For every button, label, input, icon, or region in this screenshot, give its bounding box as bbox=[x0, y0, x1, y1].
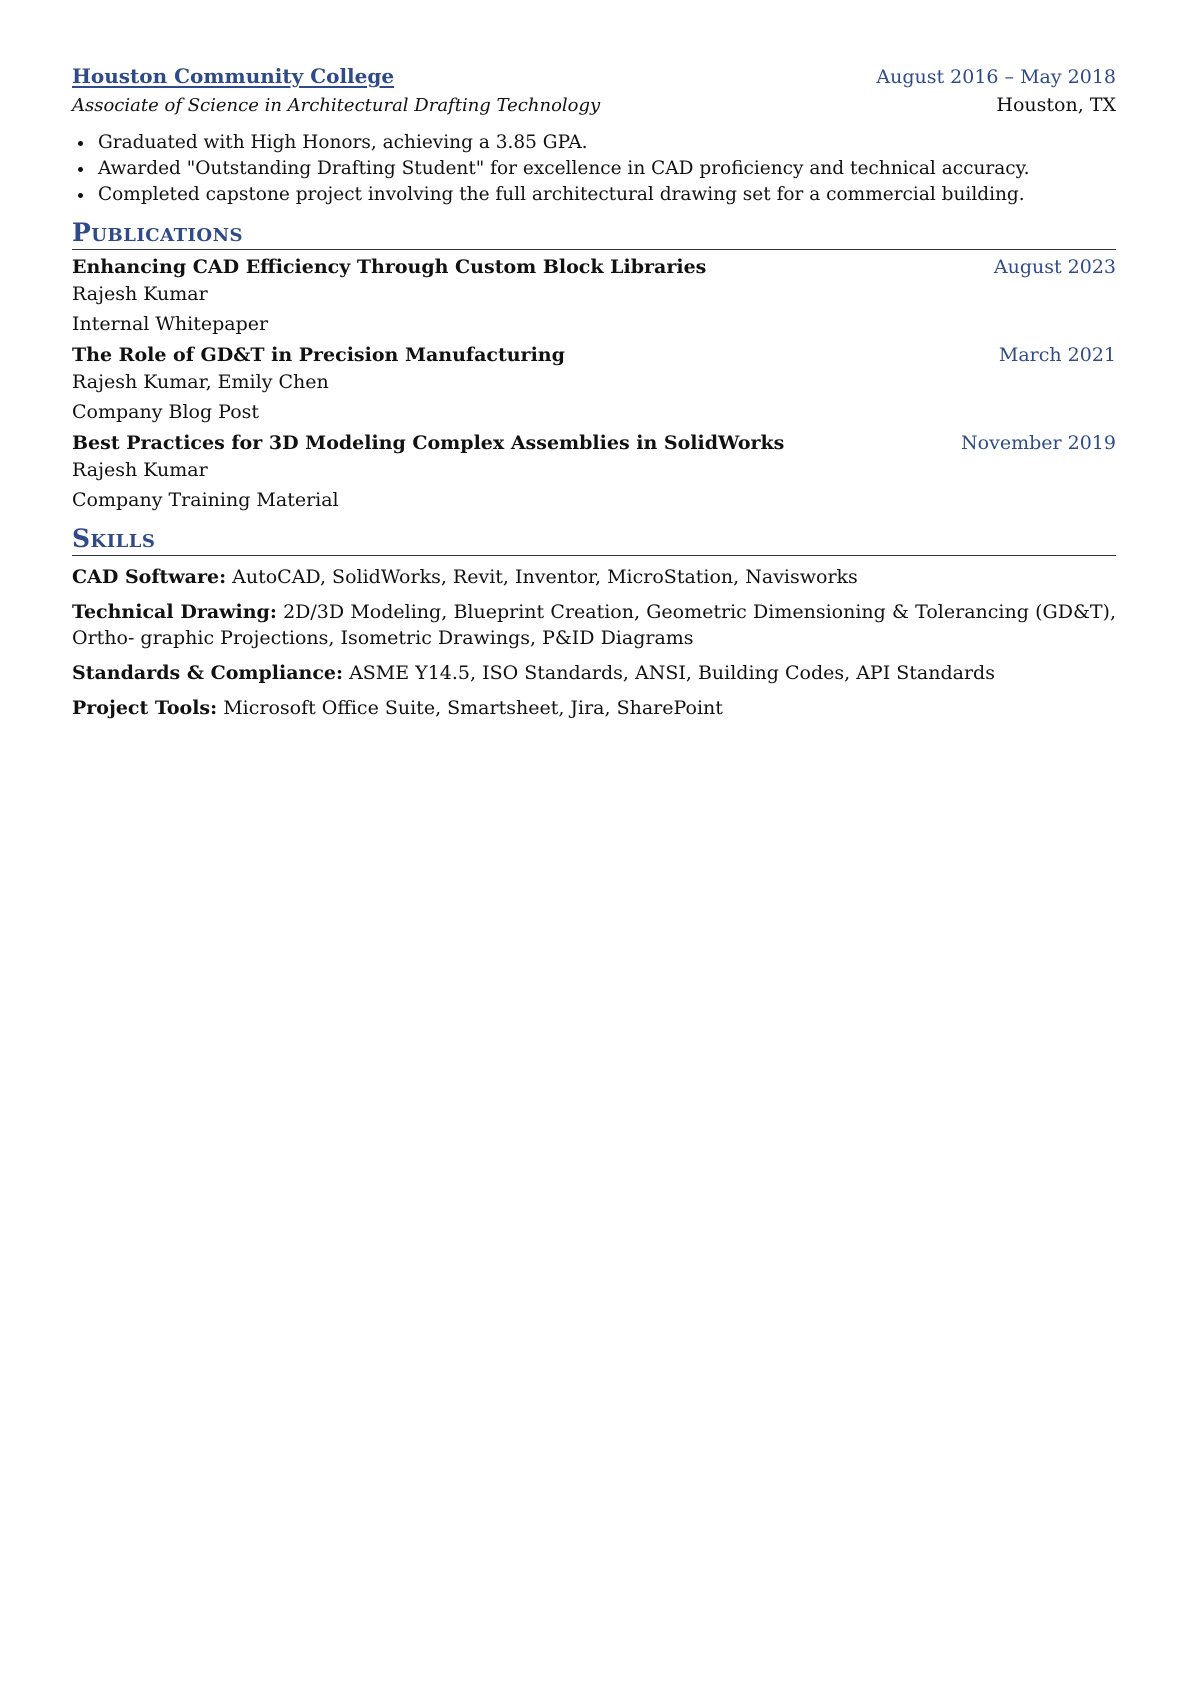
publications-heading: Publications bbox=[72, 218, 1116, 250]
skill-label: Project Tools: bbox=[72, 697, 218, 719]
education-bullet: Graduated with High Honors, achieving a 3.85 GPA. bbox=[98, 130, 1116, 156]
skill-row bbox=[72, 599, 1116, 651]
skill-value: Microsoft Office Suite, Smartsheet, Jira, SharePoint bbox=[223, 697, 723, 719]
publication-date: November 2019 bbox=[961, 432, 1116, 454]
degree: Associate of Science in Architectural Drafting Technology bbox=[72, 95, 601, 116]
publication-authors: Rajesh Kumar bbox=[72, 283, 208, 305]
skills-heading: Skills bbox=[72, 524, 1116, 556]
publication-item bbox=[72, 432, 1116, 514]
skill-value: AutoCAD, SolidWorks, Revit, Inventor, MicroStation, Navisworks bbox=[232, 566, 858, 588]
skill-label: Technical Drawing: bbox=[72, 601, 277, 623]
publication-date: August 2023 bbox=[993, 256, 1116, 278]
publication-date: March 2021 bbox=[998, 344, 1116, 366]
publication-item bbox=[72, 256, 1116, 338]
publication-venue: Internal Whitepaper bbox=[72, 313, 269, 335]
publications-list bbox=[72, 256, 1116, 514]
education-bullets bbox=[72, 130, 1116, 208]
institution-link[interactable]: Houston Community College bbox=[72, 64, 395, 88]
skill-label: CAD Software: bbox=[72, 566, 227, 588]
publication-title: The Role of GD&T in Precision Manufacturing bbox=[72, 344, 565, 366]
education-entry bbox=[72, 64, 1116, 208]
skill-value: ASME Y14.5, ISO Standards, ANSI, Building Codes, API Standards bbox=[349, 662, 995, 684]
publication-item bbox=[72, 344, 1116, 426]
skill-value: 2D/3D Modeling, Blueprint Creation, Geometric Dimensioning & Tolerancing (GD&T), Ortho- graphic Projections, Isometric Drawings, P&ID Diagrams bbox=[72, 601, 1116, 649]
skill-row bbox=[72, 564, 1116, 590]
publication-authors: Rajesh Kumar bbox=[72, 459, 208, 481]
education-bullet: Awarded "Outstanding Drafting Student" for excellence in CAD proficiency and technical accuracy. bbox=[98, 156, 1116, 182]
skill-row bbox=[72, 695, 1116, 721]
publication-header bbox=[72, 432, 1116, 454]
education-bullet: Completed capstone project involving the full architectural drawing set for a commercial building. bbox=[98, 182, 1116, 208]
publication-title: Enhancing CAD Efficiency Through Custom Block Libraries bbox=[72, 256, 707, 278]
skill-row bbox=[72, 660, 1116, 686]
publication-title: Best Practices for 3D Modeling Complex Assemblies in SolidWorks bbox=[72, 432, 785, 454]
publication-venue: Company Training Material bbox=[72, 489, 339, 511]
skills-list bbox=[72, 564, 1116, 721]
publication-venue: Company Blog Post bbox=[72, 401, 260, 423]
education-header-row bbox=[72, 64, 1116, 88]
publication-header bbox=[72, 344, 1116, 366]
publication-header bbox=[72, 256, 1116, 278]
education-dates: August 2016 – May 2018 bbox=[876, 66, 1116, 88]
education-location: Houston, TX bbox=[996, 94, 1116, 116]
skill-label: Standards & Compliance: bbox=[72, 662, 344, 684]
publication-authors: Rajesh Kumar, Emily Chen bbox=[72, 371, 329, 393]
education-subheader-row bbox=[72, 94, 1116, 116]
